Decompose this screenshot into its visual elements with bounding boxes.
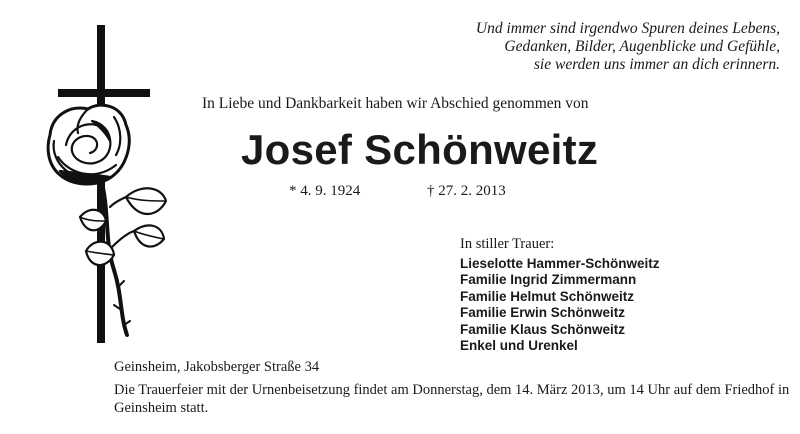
mourner-name: Familie Ingrid Zimmermann [460, 272, 637, 288]
deceased-name: Josef Schönweitz [241, 126, 599, 173]
quote-line: Gedanken, Bilder, Augenblicke und Gefühle, [504, 38, 780, 55]
mourners-list [460, 256, 660, 354]
mourner-name: Familie Helmut Schönweitz [460, 288, 635, 304]
cross-and-rose-emblem [30, 25, 170, 345]
quote-line: sie werden uns immer an dich erinnern. [533, 56, 780, 73]
mourner-name: Enkel und Urenkel [460, 338, 578, 354]
farewell-intro: In Liebe und Dankbarkeit haben wir Abschied genommen von [202, 95, 589, 112]
mourner-name: Familie Erwin Schönweitz [460, 305, 626, 321]
mourner-name: Lieselotte Hammer-Schönweitz [460, 256, 660, 271]
mourner-name: Familie Klaus Schönweitz [460, 321, 626, 337]
quote-line: Und immer sind irgendwo Spuren deines Lebens, [475, 20, 780, 37]
ceremony-info: Die Trauerfeier mit der Urnenbeisetzung findet am Donnerstag, dem 14. März 2013, um 14 Uhr auf dem Friedhof in Geinsheim statt. [114, 382, 790, 416]
birth-date: * 4. 9. 1924 [289, 183, 361, 199]
family-address: Geinsheim, Jakobsberger Straße 34 [114, 359, 320, 375]
death-date: † 27. 2. 2013 [427, 183, 506, 199]
mourners-label: In stiller Trauer: [460, 236, 555, 252]
rose-icon [48, 105, 166, 335]
memorial-quote [430, 20, 780, 74]
